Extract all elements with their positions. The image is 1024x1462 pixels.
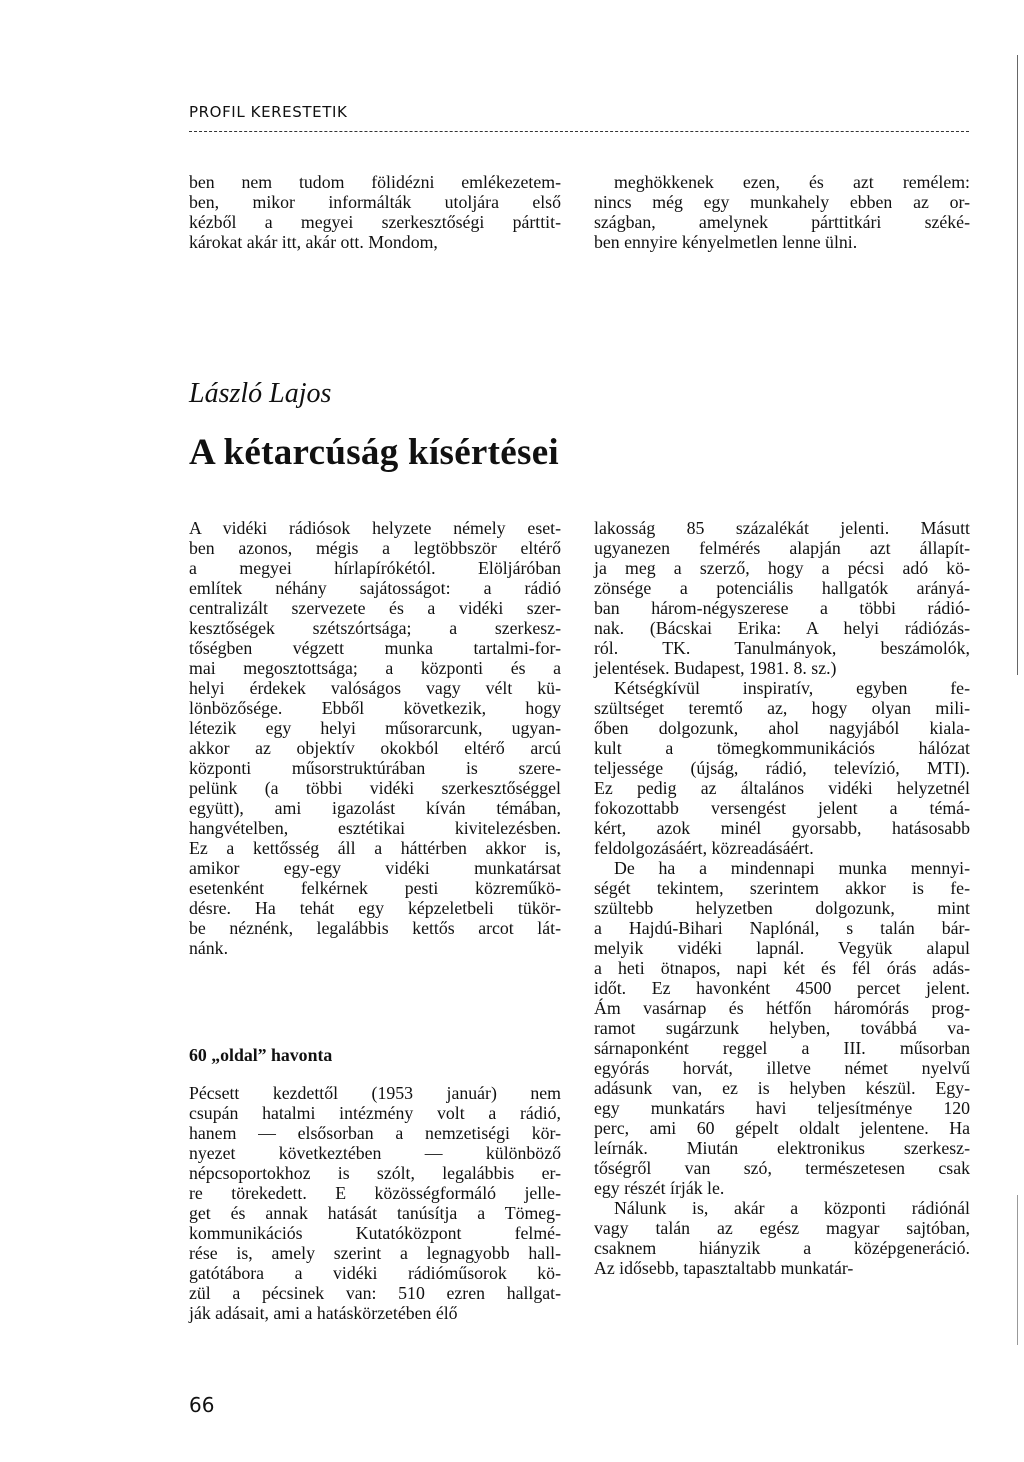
text-line: hangvételben, esztétikai kivitelezésben. [189, 818, 561, 838]
text-line: perc, ami 60 gépelt oldalt jelentene. Ha [594, 1118, 970, 1138]
text-line: vagy talán az egész magyar sajtóban, [594, 1218, 970, 1238]
text-line: De ha a mindennapi munka mennyi- [614, 858, 970, 878]
text-line: esetenként felkérnek pesti közreműkö- [189, 878, 561, 898]
text-line: Ám vasárnap és hétfőn háromórás prog- [594, 998, 970, 1018]
text-line: egyórás horvát, illetve német nyelvű [594, 1058, 970, 1078]
text-line: jelentések. Budapest, 1981. 8. sz.) [594, 658, 837, 678]
page-edge-line [1017, 55, 1018, 675]
text-line: létezik egy helyi műsorarcunk, ugyan- [189, 718, 561, 738]
text-line: be néznénk, legalábbis kettős arcot lát- [189, 918, 561, 938]
text-line: nyezet következtében — különböző [189, 1143, 561, 1163]
section-body-left [189, 1083, 561, 1323]
text-line: zönsége a potenciális hallgatók arányá- [594, 578, 970, 598]
text-line: tőségről van szó, természetesen csak [594, 1158, 970, 1178]
section-subheading: 60 „oldal” havonta [189, 1045, 333, 1065]
text-line: Az idősebb, tapasztaltabb munkatár- [594, 1258, 854, 1278]
text-line: ben ennyire kényelmetlen lenne ülni. [594, 232, 858, 252]
text-line: egy részét írják le. [594, 1178, 725, 1198]
text-line: ségét tekintem, szerintem akkor is fe- [594, 878, 970, 898]
text-line: egy munkatárs havi teljesítménye 120 [594, 1098, 970, 1118]
text-line: tőségben végzett munka tartalmi-for- [189, 638, 561, 658]
text-line: amikor egy-egy vidéki munkatársat [189, 858, 561, 878]
text-line: Ez a kettősség áll a háttérben akkor is, [189, 838, 561, 858]
header-rule [189, 131, 969, 132]
text-line: őben dolgozunk, ahol nagyjából kiala- [594, 718, 970, 738]
text-line: akkor az objektív okokból eltérő arcú [189, 738, 561, 758]
text-line: ról. TK. Tanulmányok, beszámolók, [594, 638, 970, 658]
text-line: re törekedett. E közösségformáló jelle- [189, 1183, 561, 1203]
text-line: ramot sugárzunk helyben, továbbá va- [594, 1018, 970, 1038]
text-line: rése is, amely szerint a legnagyobb hall- [189, 1243, 561, 1263]
text-line: sárnaponként reggel a III. műsorban [594, 1038, 970, 1058]
text-line: zül a pécsinek van: 510 ezren hallgat- [189, 1283, 561, 1303]
text-line: népcsoportokhoz is szólt, legalábbis er- [189, 1163, 561, 1183]
text-line: Pécsett kezdettől (1953 január) nem [189, 1083, 561, 1103]
text-line: gatótábora a vidéki rádióműsorok kö- [189, 1263, 561, 1283]
text-line: Nálunk is, akár a központi rádiónál [614, 1198, 970, 1218]
text-line: ugyanezen felmérés alapján azt állapít- [594, 538, 970, 558]
text-line: központi műsorstruktúrában is szere- [189, 758, 561, 778]
text-line: ják adásait, ami a hatáskörzetében élő [189, 1303, 458, 1323]
text-line: kult a tömegkommunikációs hálózat [594, 738, 970, 758]
text-line: lönbözősége. Ebből következik, hogy [189, 698, 561, 718]
text-line: nak. (Bácskai Erika: A helyi rádiózás- [594, 618, 970, 638]
text-line: lakosság 85 százalékát jelenti. Másutt [594, 518, 970, 538]
text-line: hanem — elsősorban a nemzetiségi kör- [189, 1123, 561, 1143]
article-title: A kétarcúság kísértései [189, 432, 559, 473]
text-line: fokozottabb versengést jelent a témá- [594, 798, 970, 818]
text-line: teljessége (újság, rádió, televízió, MTI). [594, 758, 970, 778]
text-line: get és annak hatását tanúsítja a Tömeg- [189, 1203, 561, 1223]
text-line: szágban, amelynek párttitkári széké- [594, 212, 970, 232]
text-line: kézből a megyei szerkesztőségi párttit- [189, 212, 561, 232]
previous-article-ending-left [189, 172, 561, 252]
text-line: ja meg a szerző, hogy a pécsi adó kö- [594, 558, 970, 578]
text-line: kesztőségek szétszórtsága; a szerkesz- [189, 618, 561, 638]
article-body-left [189, 518, 561, 958]
text-line: együtt), ami igazolást kíván témában, [189, 798, 561, 818]
text-line: szültséget teremtő az, hogy olyan mili- [594, 698, 970, 718]
text-line: említek néhány sajátosságot: a rádió [189, 578, 561, 598]
text-line: károkat akár itt, akár ott. Mondom, [189, 232, 438, 252]
article-body-right [594, 518, 970, 1278]
text-line: szültebb helyzetben dolgozunk, mint [594, 898, 970, 918]
text-line: csupán hatalmi intézmény volt a rádió, [189, 1103, 561, 1123]
text-line: A vidéki rádiósok helyzete némely eset- [189, 518, 561, 538]
text-line: ben, mikor informálták utoljára első [189, 192, 561, 212]
text-line: melyik vidéki lapnál. Vegyük alapul [594, 938, 970, 958]
text-line: feldolgozásáért, közreadásáért. [594, 838, 814, 858]
text-line: ben nem tudom fölidézni emlékezetem- [189, 172, 561, 192]
text-line: Ez pedig az általános vidéki helyzetnél [594, 778, 970, 798]
text-line: a heti ötnapos, napi két és fél órás adás- [594, 958, 970, 978]
text-line: ben azonos, mégis a legtöbbször eltérő [189, 538, 561, 558]
text-line: leírnák. Miután elektronikus szerkesz- [594, 1138, 970, 1158]
page-edge-line-lower [1017, 1195, 1018, 1345]
text-line: kért, azok minél gyorsabb, hatásosabb [594, 818, 970, 838]
text-line: ban három-négyszerese a többi rádió- [594, 598, 970, 618]
text-line: nincs még egy munkahely ebben az or- [594, 192, 970, 212]
text-line: centralizált szervezete és a vidéki szer- [189, 598, 561, 618]
running-head: PROFIL KERESTETIK [189, 103, 348, 121]
text-line: időt. Ez havonként 4500 percet jelent. [594, 978, 970, 998]
text-line: a megyei hírlapírókétól. Elöljáróban [189, 558, 561, 578]
text-line: helyi érdekek valóságos vagy vélt kü- [189, 678, 561, 698]
text-line: Kétségkívül inspiratív, egyben fe- [614, 678, 970, 698]
text-line: mai megosztottsága; a központi és a [189, 658, 561, 678]
article-author: László Lajos [189, 378, 332, 409]
text-line: nánk. [189, 938, 229, 958]
text-line: kommunikációs Kutatóközpont felmé- [189, 1223, 561, 1243]
page-number: 66 [189, 1393, 215, 1417]
previous-article-ending-right [594, 172, 970, 252]
text-line: meghökkenek ezen, és azt remélem: [614, 172, 970, 192]
text-line: adásunk van, ez is helyben készül. Egy- [594, 1078, 970, 1098]
text-line: a Hajdú-Bihari Naplónál, s talán bár- [594, 918, 970, 938]
text-line: désre. Ha tehát egy képzeletbeli tükör- [189, 898, 561, 918]
text-line: pelünk (a többi vidéki szerkesztőséggel [189, 778, 561, 798]
text-line: csaknem hiányzik a középgeneráció. [594, 1238, 970, 1258]
